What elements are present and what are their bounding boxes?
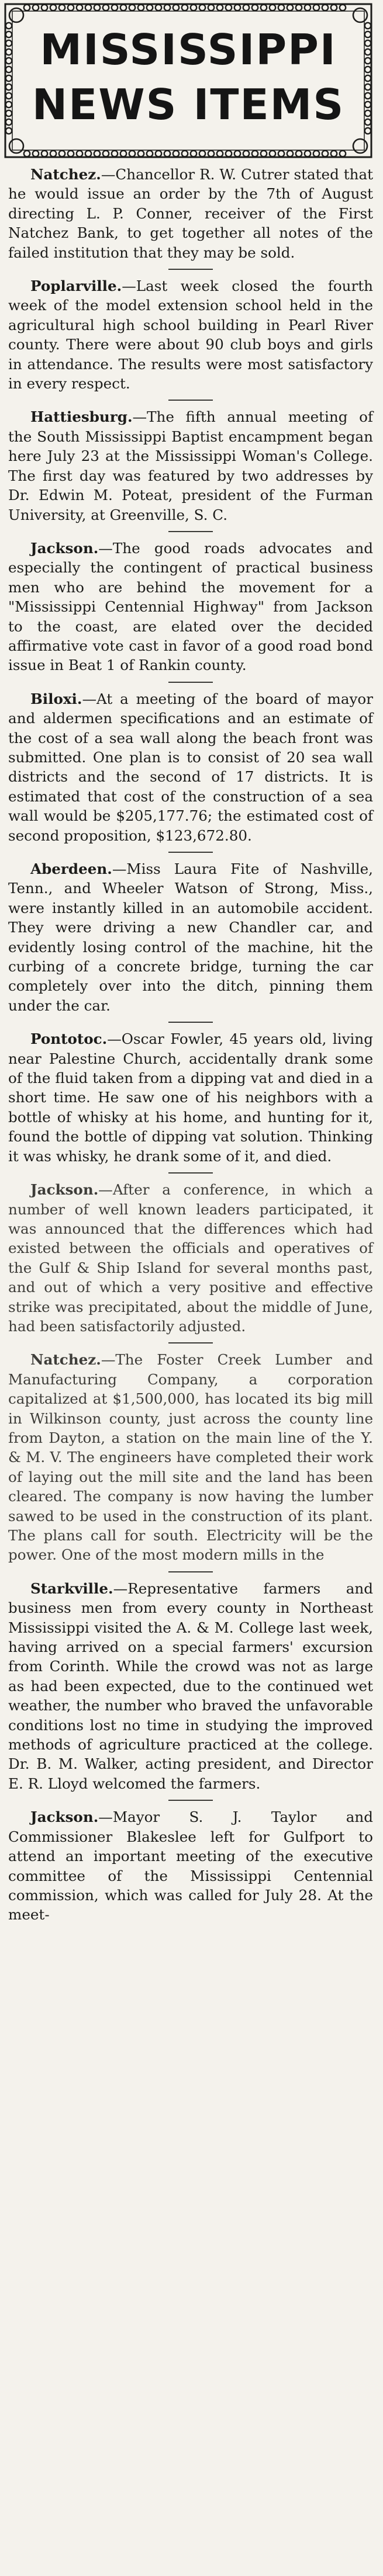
border-scroll-ornament [261,5,267,11]
masthead-title [4,22,373,132]
item-divider [7,1565,374,1579]
news-item-text: —After a conference, in which a number of well known leaders participated, it was announced that the differences which had existed between the officials and operatives of the Gulf & Ship Island for several months past, and out of which a very positive and effective strike was precipitated, about the middle of June, had been satisfactorily adjusted. [8,1181,373,1335]
item-divider [7,845,374,859]
border-scroll-ornament [208,5,214,11]
news-item-text: —Mayor S. J. Taylor and Commissioner Blakeslee left for Gulfport to attend an important meeting of the executive committee of the Mississippi Centennial commission, which was called for July 28. At the meet- [8,1808,373,1924]
border-scroll-ornament [208,151,214,157]
news-item-dateline: Starkville. [30,1579,113,1597]
border-scroll-ornament [112,151,118,157]
item-divider [7,262,374,276]
border-scroll-ornament [120,151,126,157]
news-item [7,1350,374,1564]
border-scroll-ornament [94,151,100,157]
border-scroll-ornament [217,151,223,157]
border-scroll-ornament [68,151,74,157]
border-scroll-ornament [42,5,47,11]
border-scroll-ornament [147,151,153,157]
border-scroll-ornament [50,151,56,157]
border-scroll-ornament [340,151,346,157]
border-scroll-ornament [243,5,249,11]
border-scroll-ornament [85,151,91,157]
border-scroll-ornament [331,5,337,11]
news-item-dateline: Jackson. [30,1808,99,1826]
border-scroll-ornament [24,151,30,157]
news-item-dateline: Natchez. [30,166,101,183]
border-scroll-ornament [287,5,293,11]
border-scroll-ornament [305,5,310,11]
border-scroll-ornament [182,5,188,11]
border-scroll-ornament [68,5,74,11]
item-divider [7,1793,374,1807]
border-scroll-ornament [164,151,170,157]
news-item-dateline: Pontotoc. [30,1030,108,1048]
border-scroll-ornament [331,151,337,157]
border-scroll-ornament [278,5,284,11]
border-scroll-ornament [340,5,346,11]
border-scroll-ornament [191,151,196,157]
border-scroll-ornament [120,5,126,11]
border-scroll-ornament [77,151,82,157]
news-item-text: —The fifth annual meeting of the South Mississippi Baptist encampment began here July 23 at the Mississippi Woman's College. The first day was featured by two addresses by Dr. Edwin M. Poteat, president of the Furman University, at Greenville, S. C. [8,408,373,523]
news-item-text: —The good roads advocates and especially the contingent of practical business men who are behind the movement for a "Mississippi Centennial Highway" from Jackson to the coast, are elated over the decided affirmative vote cast in favor of a good road bond issue in Beat 1 of Rankin county. [8,539,373,674]
border-scroll-ornament [217,5,223,11]
border-scroll-ornament [156,5,161,11]
border-scroll-ornament [278,151,284,157]
item-divider [7,675,374,689]
item-divider [7,525,374,539]
border-scroll-ornament [226,5,232,11]
border-scroll-ornament [261,151,267,157]
border-scroll-ornament [173,5,179,11]
border-scroll-ornament [33,5,39,11]
news-item-text: —Representative farmers and business men from every county in Northeast Mississippi visited the A. & M. College last week, having arrived on a special farmers' excursion from Corinth. While the crowd was not as large as had been expected, due to the continued wet weather, the number who braved the unfavorable conditions lost no time in studying the improved methods of agriculture practiced at the college. Dr. B. M. Walker, acting president, and Director E. R. Lloyd welcomed the farmers. [8,1579,373,1792]
border-scroll-ornament [313,5,319,11]
border-scroll-ornament [191,5,196,11]
border-scroll-ornament [42,151,47,157]
border-scroll-ornament [322,5,328,11]
border-scroll-ornament [59,151,65,157]
border-scroll-ornament [270,151,275,157]
news-item-dateline: Jackson. [30,1181,99,1199]
news-items [7,165,374,1925]
news-item-text: —The Foster Creek Lumber and Manufacturing Company, a corporation capitalized at $1,500,000, has located its big mill in Wilkinson county, just across the county line from Dayton, a station on the main line of the Y. & M. V. The engineers have completed their work of laying out the mill site and the land has been cleared. The company is now having the lumber sawed to be used in the construction of its plant. The plans call for south. Electricity will be the power. One of the most modern mills in the [8,1351,373,1564]
news-item-dateline: Biloxi. [30,690,82,707]
item-divider [7,1015,374,1029]
border-scroll-ornament [243,151,249,157]
news-item-text: —Miss Laura Fite of Nashville, Tenn., and Wheeler Watson of Strong, Miss., were instantly killed in an automobile accident. They were driving a new Chandler car, and evidently losing control of the machine, hit the curbing of a concrete bridge, turning the car completely over into the ditch, pinning them under the car. [8,860,373,1014]
border-scroll-ornament [77,5,82,11]
border-scroll-ornament [305,151,310,157]
border-scroll-ornament [199,5,205,11]
border-scroll-ornament [129,151,135,157]
news-item [7,1579,374,1793]
news-item-text: —Last week closed the fourth week of the model extension school held in the agricultural high school building in Pearl River county. There were about 90 club boys and girls in attendance. The results were most satisfactory in every respect. [8,277,373,393]
border-scroll-ornament [33,151,39,157]
border-scroll-ornament [129,5,135,11]
border-scroll-ornament [138,151,144,157]
border-scroll-ornament [287,151,293,157]
border-scroll-ornament [182,151,188,157]
news-item [7,407,374,524]
news-item-dateline: Jackson. [30,539,99,557]
news-item-dateline: Natchez. [30,1351,101,1369]
news-item [7,276,374,393]
border-scroll-ornament [156,151,161,157]
border-scroll-ornament [138,5,144,11]
news-item [7,1029,374,1166]
border-scroll-ornament [234,5,240,11]
news-item [7,1180,374,1336]
border-scroll-ornament [24,5,30,11]
news-item [7,1807,374,1924]
border-scroll-ornament [199,151,205,157]
border-scroll-ornament [226,151,232,157]
border-scroll-ornament [112,5,118,11]
news-item-dateline: Aberdeen. [30,860,112,877]
news-item [7,859,374,1015]
news-item-dateline: Poplarville. [30,277,122,295]
masthead-line-2: NEWS ITEMS [32,80,345,129]
border-scroll-ornament [296,151,302,157]
border-scroll-ornament [164,5,170,11]
news-item-text: —At a meeting of the board of mayor and aldermen specifications and an estimate of the cost of a sea wall along the beach front was submitted. One plan is to consist of 20 sea wall districts and the second of 17 districts. It is estimated that cost of the construction of a sea wall would be $205,177.76; the estimated cost of second proposition, $123,672.80. [8,690,373,844]
border-scroll-ornament [234,151,240,157]
news-item [7,689,374,845]
item-divider [7,393,374,407]
masthead [4,2,373,159]
news-item-text: —Chancellor R. W. Cutrer stated that he would issue an order by the 7th of August directing L. P. Conner, receiver of the First Natchez Bank, to get together all notes of the failed institution that they may be sold. [8,166,373,261]
border-scroll-ornament [103,151,109,157]
border-scroll-ornament [252,151,258,157]
news-item-text: —Oscar Fowler, 45 years old, living near Palestine Church, accidentally drank some of the fluid taken from a dipping vat and died in a short time. He saw one of his neighbors with a bottle of whisky at his home, and hunting for it, found the bottle of dipping vat solution. Thinking it was whisky, he drank some of it, and died. [8,1030,373,1165]
border-scroll-ornament [296,5,302,11]
border-scroll-ornament [103,5,109,11]
border-scroll-ornament [147,5,153,11]
border-scroll-ornament [59,5,65,11]
news-item-dateline: Hattiesburg. [30,408,133,426]
item-divider [7,1166,374,1180]
border-scroll-ornament [313,151,319,157]
border-scroll-ornament [50,5,56,11]
news-item [7,539,374,675]
border-scroll-ornament [94,5,100,11]
border-scroll-ornament [252,5,258,11]
border-scroll-ornament [322,151,328,157]
item-divider [7,1336,374,1350]
news-item [7,165,374,262]
border-scroll-ornament [85,5,91,11]
border-scroll-ornament [173,151,179,157]
masthead-line-1: MISSISSIPPI [40,25,337,74]
border-scroll-ornament [270,5,275,11]
